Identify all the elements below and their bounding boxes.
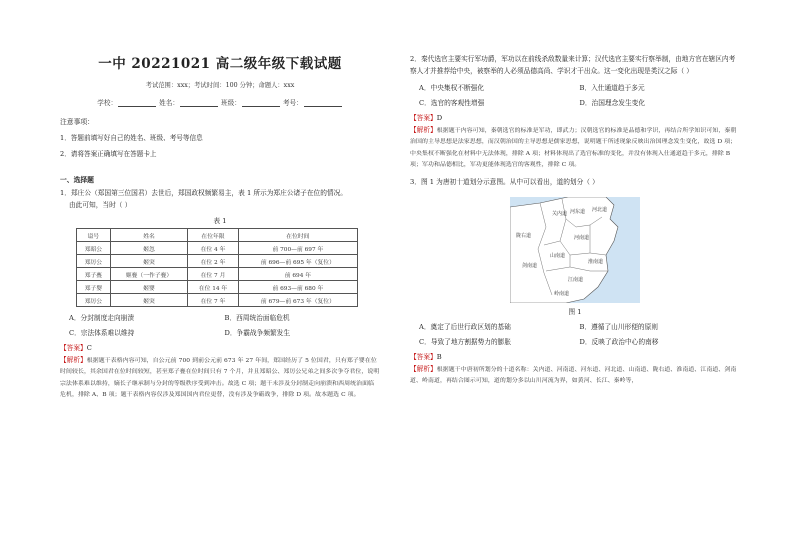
map-label: 陇右道: [516, 232, 532, 239]
answer-tag: 【答案】: [410, 352, 437, 361]
question-3-stem: 3．图 1 为唐初十道划分示意图。从中可以看出，道的划分（ ）: [410, 178, 599, 187]
name-label: 姓名：: [159, 99, 179, 107]
exam-number-label: 考号：: [282, 99, 303, 107]
name-blank[interactable]: [180, 100, 218, 107]
table-row: [77, 255, 358, 268]
table-cell: 姬婴: [110, 281, 188, 294]
succession-table: [76, 228, 358, 307]
section-title: 一、选择题: [60, 176, 94, 184]
option-b[interactable]: B．遵循了山川形便的原则: [579, 322, 658, 331]
option-d[interactable]: D．治国理念发生变化: [579, 99, 646, 107]
table-caption: 表 1: [213, 217, 227, 225]
table-header-row: [77, 229, 358, 242]
map-label: 剑南道: [522, 262, 538, 269]
answer-value: B: [436, 352, 442, 361]
tang-ten-circuits-map: [510, 197, 640, 303]
table-cell: 在位 2 年: [188, 255, 238, 268]
table-cell: 在位 14 年: [188, 281, 238, 294]
school-label: 学校：: [97, 99, 118, 107]
question-3-options-row: [410, 336, 740, 346]
figure-caption: 图 1: [568, 307, 582, 316]
table-row: [77, 242, 358, 255]
option-a[interactable]: A．分封制度走向崩溃: [69, 314, 135, 322]
map-label: 河南道: [574, 234, 590, 241]
exam-scope-line: 考试范围：xxx；考试时间：100 分钟；命题人：xxx: [145, 82, 295, 89]
table-cell: 姬忽: [110, 242, 188, 255]
table-cell: 在位 4 年: [188, 242, 238, 255]
map-label: 关内道: [552, 210, 568, 217]
table-cell: 姬突: [110, 294, 188, 307]
map-figure: [510, 197, 640, 303]
question-1-options-row: [60, 312, 380, 322]
analysis-tag: 【解析】: [60, 356, 87, 364]
question-3-analysis: [410, 364, 740, 388]
table-cell: 姬突: [110, 255, 188, 268]
answer-tag: 【答案】: [60, 344, 87, 352]
left-column: [60, 48, 380, 401]
notice-heading: 注意事项：: [60, 118, 94, 126]
option-b[interactable]: B．入仕通道趋于多元: [579, 84, 645, 92]
option-a[interactable]: A．中央集权不断强化: [419, 84, 485, 92]
school-blank[interactable]: [118, 100, 156, 107]
question-1-stem-line: 1．郑庄公（郑国第三位国君）去世后，郑国政权频繁易主，表 1 所示为郑庄公诸子在位的情况。: [60, 189, 347, 197]
notice-item: 1．答题前填写好自己的姓名、班级、考号等信息: [60, 134, 203, 142]
table-cell: 在位 7 月: [188, 268, 238, 281]
table-cell: 郑昭公: [77, 242, 111, 255]
table-cell: 姬亹（一作子亹）: [110, 268, 188, 281]
analysis-tag: 【解析】: [410, 126, 437, 134]
table-cell: 前 694 年: [238, 268, 357, 281]
map-label: 河北道: [592, 206, 608, 213]
class-label: 班级：: [221, 99, 241, 107]
option-b[interactable]: B．西周统治面临危机: [224, 314, 290, 322]
exam-number-blank[interactable]: [304, 100, 342, 107]
table-cell: 郑厉公: [77, 255, 111, 268]
map-label: 淮南道: [588, 258, 604, 265]
option-d[interactable]: D．争霸战争频繁发生: [224, 329, 291, 337]
map-label: 河东道: [570, 208, 586, 215]
table-cell: 前 693—前 680 年: [238, 281, 357, 294]
map-label: 山南道: [550, 252, 566, 259]
option-d[interactable]: D．反映了政治中心的南移: [579, 337, 659, 346]
notice-item: 2．请将答案正确填写在答题卡上: [60, 150, 157, 158]
table-header-cell: 在位年限: [188, 229, 238, 242]
map-label: 江南道: [568, 276, 584, 283]
table-cell: 郑厉公: [77, 294, 111, 307]
right-column: [410, 48, 740, 387]
table-header-cell: 谥号: [77, 229, 111, 242]
exam-title: 一中 20221021 高二级年级下载试题: [98, 56, 342, 72]
table-header-cell: 在位时间: [238, 229, 357, 242]
table-row: [77, 268, 358, 281]
analysis-text: 根据题干内容可知，秦朝选官的标准是军功，即武力；汉朝选官的标准是品德和学识，再结合所学知识可知，秦朝治国的主导思想是法家思想，而汉朝治国的主导思想是儒家思想，说明题干所述现象反映出治国理念发生变化，故选 D 项；中央集权不断强化在材料中无法体现，排除 A 项；材料体现出了选官标准的变化，并没有体现入仕通道趋于多元，排除 B 项；军功和品德相比，军功更能体现选官的客观性，排除 C 项。: [410, 128, 737, 168]
question-1-stem: [60, 188, 380, 211]
option-a[interactable]: A．奠定了后世行政区划的基础: [419, 322, 511, 331]
analysis-text: 根据题干中唐初所划分的十道名称：关内道、河南道、河东道、河北道、山南道、陇右道、淮南道、江南道、剑南道、岭南道，再结合图示可知，道的划分多以山川河流为界，如黄河、长江、秦岭等，: [410, 366, 737, 384]
question-2-answer: [410, 112, 740, 122]
analysis-text: 根据题干表格内容可知，自公元前 700 到前公元前 673 年 27 年间，郑国经历了 5 位国君，只有郑子婴在位时间较长，其余国君在位时间较短，甚至郑子亹在位时间只有 7 个月，并且郑昭公、郑厉公兄弟之间多次争夺君位，说明宗法体系难以维持，嫡长子继承制与分封的等级秩序受到冲击。故选 C 项；题干未涉及分封制走向崩溃和西周统治面临危机，排除 A、B 项；题干表格内容仅涉及郑国国内君位更替，没有涉及争霸战争，排除 D 项。故本题选 C 项。: [60, 358, 380, 398]
question-1-analysis: [60, 355, 380, 401]
question-3-options-row: [410, 321, 740, 331]
class-blank[interactable]: [242, 100, 280, 107]
table-cell: 在位 7 年: [188, 294, 238, 307]
answer-value: C: [86, 344, 92, 352]
question-1-options-row: [60, 327, 380, 337]
answer-tag: 【答案】: [410, 114, 437, 122]
answer-value: D: [436, 114, 443, 122]
table-cell: 前 679—前 673 年（复位）: [238, 294, 357, 307]
question-2-stem: 2．秦代选官主要实行军功爵，军功以在前线杀敌数量来计算；汉代选官主要实行察举制，由地方官在辖区内考察人才并推荐给中央，被察举的人必须品德高尚、学识才干出众。这一变化出现是类汉之际（ ）: [410, 55, 736, 75]
question-2-analysis: [410, 125, 740, 171]
student-info-line: [60, 97, 380, 107]
table-cell: 前 700—前 697 年: [238, 242, 357, 255]
question-3-answer: [410, 351, 740, 361]
table-header-cell: 姓名: [110, 229, 188, 242]
table-cell: 前 696—前 695 年（复位）: [238, 255, 357, 268]
question-2-options-row: [410, 82, 740, 92]
table-row: [77, 281, 358, 294]
question-2-options-row: [410, 97, 740, 107]
option-c[interactable]: C．选官的客观性增强: [419, 99, 485, 107]
analysis-tag: 【解析】: [410, 364, 437, 373]
question-1-answer: [60, 342, 380, 352]
table-cell: 郑子亹: [77, 268, 111, 281]
option-c[interactable]: C．导致了地方割据势力的膨胀: [419, 337, 512, 346]
map-label: 岭南道: [554, 290, 570, 297]
table-row: [77, 294, 358, 307]
option-c[interactable]: C．宗法体系难以维持: [69, 329, 135, 337]
question-1-stem-line: 由此可知，当时（ ）: [69, 200, 132, 209]
table-cell: 郑子婴: [77, 281, 111, 294]
